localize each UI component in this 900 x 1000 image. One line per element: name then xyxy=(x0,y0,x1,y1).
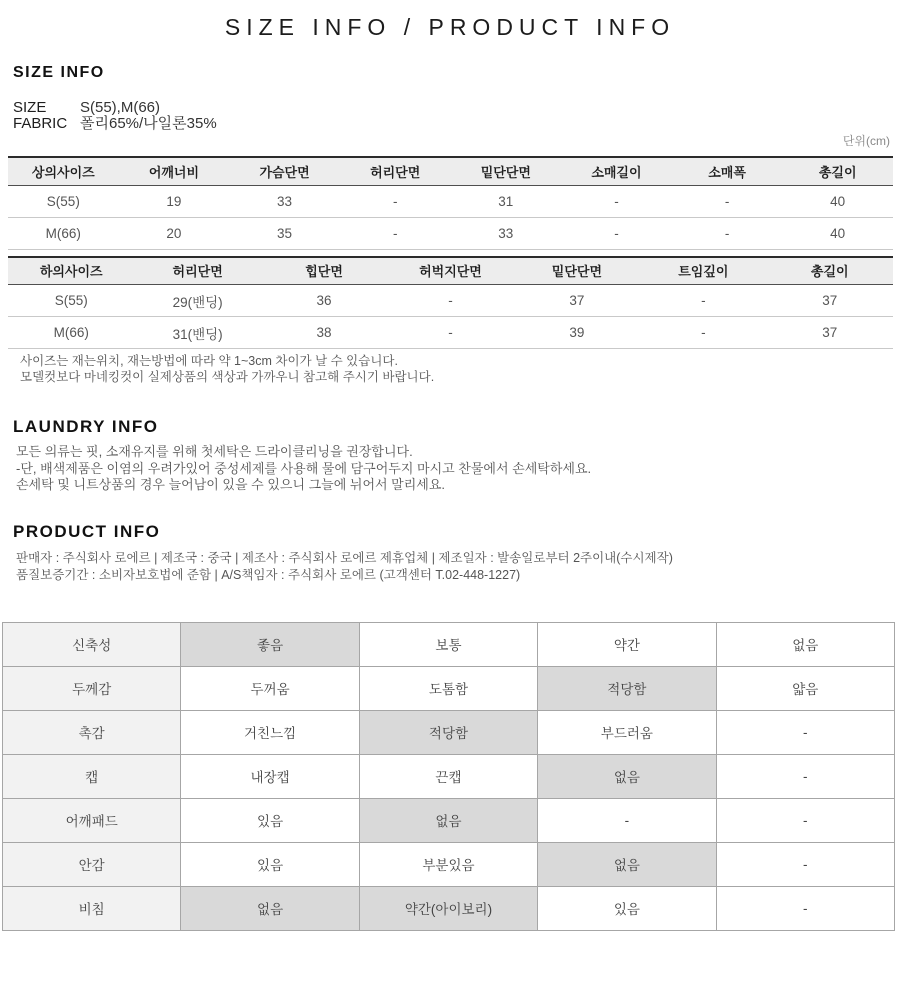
size-table-row xyxy=(8,217,893,249)
attribute-row xyxy=(3,754,895,798)
size-table-cell: S(55) xyxy=(8,185,119,217)
size-column-header: 힙단면 xyxy=(261,257,387,285)
attribute-label: 비침 xyxy=(3,886,181,930)
laundry-line: 모든 의류는 핏, 소재유지를 위해 첫세탁은 드라이클리닝을 권장합니다. xyxy=(16,444,413,459)
unit-note: 단위(cm) xyxy=(842,134,890,148)
attribute-option-selected: 없음 xyxy=(181,886,359,930)
attribute-label: 캡 xyxy=(3,754,181,798)
size-table-cell: - xyxy=(340,217,451,249)
attribute-option: 있음 xyxy=(538,886,716,930)
laundry-line: -단, 배색제품은 이염의 우려가있어 중성세제를 사용해 물에 담구어두지 마시고 찬물에서 손세탁하세요. xyxy=(16,460,592,476)
size-table-cell: - xyxy=(387,285,513,317)
size-notes xyxy=(20,353,900,385)
size-table-cell: S(55) xyxy=(8,285,134,317)
attribute-option: - xyxy=(716,886,894,930)
attribute-row xyxy=(3,886,895,930)
size-column-header: 트임깊이 xyxy=(640,257,766,285)
size-table-cell: - xyxy=(640,285,766,317)
product-info-text xyxy=(16,550,900,584)
size-column-header: 허벅지단면 xyxy=(387,257,513,285)
size-table-cell: 35 xyxy=(229,217,340,249)
attribute-row xyxy=(3,710,895,754)
spec-value-size: S(55),M(66) xyxy=(80,99,161,116)
size-column-header: 허리단면 xyxy=(134,257,260,285)
attribute-option-selected: 없음 xyxy=(538,754,716,798)
size-table-cell: 19 xyxy=(119,185,230,217)
size-table-cell: 37 xyxy=(767,317,893,349)
attribute-table xyxy=(2,622,895,931)
size-note-line: 사이즈는 재는위치, 재는방법에 따라 약 1~3cm 차이가 날 수 있습니다. xyxy=(20,354,398,368)
attribute-table-body xyxy=(3,622,895,930)
size-column-header: 총길이 xyxy=(782,157,893,185)
size-column-header: 상의사이즈 xyxy=(8,157,119,185)
spec-label-size: SIZE xyxy=(13,99,47,116)
size-table-row xyxy=(8,285,893,317)
attribute-label: 안감 xyxy=(3,842,181,886)
size-column-header: 하의사이즈 xyxy=(8,257,134,285)
size-table-cell: 20 xyxy=(119,217,230,249)
size-table-cell: 37 xyxy=(767,285,893,317)
attribute-option: 있음 xyxy=(181,842,359,886)
attribute-label: 촉감 xyxy=(3,710,181,754)
attribute-option: 약간 xyxy=(538,622,716,666)
attribute-option: - xyxy=(716,842,894,886)
attribute-option: 보통 xyxy=(359,622,537,666)
laundry-info-text xyxy=(16,444,900,494)
attribute-option: 도톰함 xyxy=(359,666,537,710)
attribute-option-selected: 없음 xyxy=(359,798,537,842)
size-table-row xyxy=(8,185,893,217)
laundry-info-heading: LAUNDRY INFO xyxy=(13,417,159,436)
size-table-cell: - xyxy=(672,217,783,249)
attribute-label: 어깨패드 xyxy=(3,798,181,842)
product-line: 판매자 : 주식회사 로에르 | 제조국 : 중국 | 제조사 : 주식회사 로에르 제휴업체 | 제조일자 : 발송일로부터 2주이내(수시제작) xyxy=(16,550,673,565)
attribute-option: 부분있음 xyxy=(359,842,537,886)
attribute-option-selected: 적당함 xyxy=(359,710,537,754)
spec-row-size xyxy=(13,100,900,116)
spec-label-fabric: FABRIC xyxy=(13,115,68,132)
attribute-option-selected: 좋음 xyxy=(181,622,359,666)
size-table-cell: - xyxy=(387,317,513,349)
attribute-option: - xyxy=(538,798,716,842)
size-table-cell: 33 xyxy=(229,185,340,217)
size-table-cell: 31 xyxy=(451,185,562,217)
attribute-option: 거친느낌 xyxy=(181,710,359,754)
attribute-option: 내장캡 xyxy=(181,754,359,798)
attribute-option-selected: 없음 xyxy=(538,842,716,886)
attribute-option: - xyxy=(716,754,894,798)
size-table-cell: M(66) xyxy=(8,217,119,249)
size-table-cell: 39 xyxy=(514,317,640,349)
size-table-header-row xyxy=(8,257,893,285)
attribute-row xyxy=(3,798,895,842)
attribute-option: 없음 xyxy=(716,622,894,666)
size-table-cell: - xyxy=(561,217,672,249)
attribute-label: 신축성 xyxy=(3,622,181,666)
size-table-cell: 29(밴딩) xyxy=(134,285,260,317)
size-table-cell: 37 xyxy=(514,285,640,317)
attribute-option: 두꺼움 xyxy=(181,666,359,710)
page-title: SIZE INFO / PRODUCT INFO xyxy=(224,14,676,40)
laundry-line: 손세탁 및 니트상품의 경우 늘어남이 있을 수 있으니 그늘에 뉘어서 말리세요. xyxy=(16,477,446,492)
attribute-option-selected: 적당함 xyxy=(538,666,716,710)
attribute-option: 얇음 xyxy=(716,666,894,710)
size-table-cell: - xyxy=(672,185,783,217)
size-table-cell: - xyxy=(561,185,672,217)
size-table-row xyxy=(8,317,893,349)
product-info-heading: PRODUCT INFO xyxy=(13,521,161,541)
size-table-cell: 31(밴딩) xyxy=(134,317,260,349)
size-column-header: 밑단단면 xyxy=(514,257,640,285)
size-table-cell: 38 xyxy=(261,317,387,349)
attribute-row xyxy=(3,666,895,710)
size-column-header: 소매길이 xyxy=(561,157,672,185)
attribute-label: 두께감 xyxy=(3,666,181,710)
size-spec-block xyxy=(13,100,900,132)
attribute-option: 끈캡 xyxy=(359,754,537,798)
size-table-cell: 36 xyxy=(261,285,387,317)
size-table-cell: - xyxy=(340,185,451,217)
size-column-header: 어깨너비 xyxy=(119,157,230,185)
spec-value-fabric: 폴리65%/나일론35% xyxy=(80,115,217,132)
attribute-option: - xyxy=(716,710,894,754)
size-column-header: 총길이 xyxy=(767,257,893,285)
size-table-cell: 33 xyxy=(451,217,562,249)
attribute-row xyxy=(3,842,895,886)
attribute-option: - xyxy=(716,798,894,842)
size-column-header: 밑단단면 xyxy=(451,157,562,185)
attribute-option: 부드러움 xyxy=(538,710,716,754)
size-note-line: 모델컷보다 마네킹컷이 실제상품의 색상과 가까우니 참고해 주시기 바랍니다. xyxy=(20,370,435,384)
attribute-option: 있음 xyxy=(181,798,359,842)
size-column-header: 허리단면 xyxy=(340,157,451,185)
size-table-cell: - xyxy=(640,317,766,349)
product-line: 품질보증기간 : 소비자보호법에 준함 | A/S책임자 : 주식회사 로에르 (고객센터 T.02-448-1227) xyxy=(16,567,521,582)
size-table-cell: 40 xyxy=(782,217,893,249)
size-table-header-row xyxy=(8,157,893,185)
attribute-row xyxy=(3,622,895,666)
top-size-table xyxy=(8,156,893,250)
size-table-cell: 40 xyxy=(782,185,893,217)
size-column-header: 소매폭 xyxy=(672,157,783,185)
size-table-cell: M(66) xyxy=(8,317,134,349)
size-info-heading: SIZE INFO xyxy=(13,64,105,81)
spec-row-fabric xyxy=(13,116,900,132)
attribute-option-selected: 약간(아이보리) xyxy=(359,886,537,930)
size-column-header: 가슴단면 xyxy=(229,157,340,185)
bottom-size-table xyxy=(8,256,893,350)
